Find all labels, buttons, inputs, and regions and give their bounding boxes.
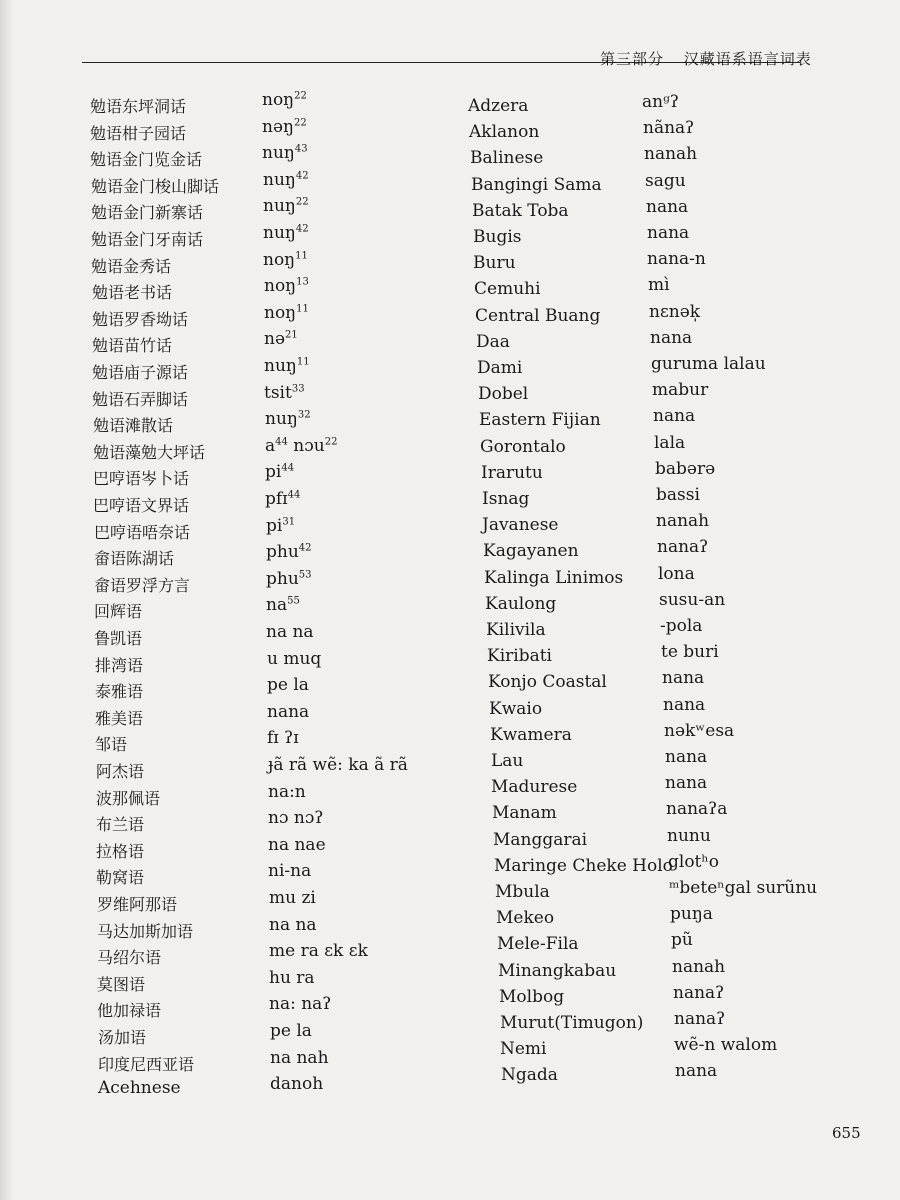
language-name: 勉语老书话 bbox=[92, 283, 173, 303]
language-name: 他加禄语 bbox=[97, 1001, 162, 1021]
language-name: 巴哼语文界话 bbox=[93, 496, 190, 515]
language-name: 布兰语 bbox=[96, 815, 145, 835]
word-form: nanah bbox=[644, 144, 698, 165]
language-name: 勉语藻勉大坪话 bbox=[93, 442, 206, 462]
running-head-part: 第三部分 bbox=[600, 50, 665, 68]
word-form: nɔ nɔʔ bbox=[268, 808, 324, 829]
word-form: nəkʷesa bbox=[664, 720, 735, 741]
word-form: te buri bbox=[661, 642, 719, 663]
word-form: na nah bbox=[270, 1047, 329, 1068]
word-form: nuŋ$^{43}$ bbox=[262, 143, 308, 164]
language-name: Kaulong bbox=[485, 593, 557, 614]
language-name: Lau bbox=[491, 751, 524, 771]
language-name: 拉格语 bbox=[96, 841, 145, 861]
language-name: Nemi bbox=[500, 1039, 547, 1060]
language-name: 勉语金门览金话 bbox=[90, 150, 203, 170]
word-form: anᵍʔ bbox=[642, 92, 679, 112]
language-name: Balinese bbox=[470, 148, 544, 169]
word-form: nana bbox=[675, 1061, 718, 1082]
language-name: Madurese bbox=[491, 777, 578, 798]
word-form: pũ bbox=[671, 930, 693, 951]
language-name: Mele-Fila bbox=[497, 934, 579, 955]
language-name: 勉语石弄脚话 bbox=[92, 389, 189, 409]
running-head bbox=[600, 48, 826, 69]
language-name: Daa bbox=[476, 331, 510, 352]
word-form: $pi^{31}$ bbox=[266, 515, 296, 536]
language-name: 鲁凯语 bbox=[94, 629, 143, 648]
word-form: me ra ɛk ɛk bbox=[269, 941, 368, 962]
word-form: nana bbox=[663, 694, 706, 715]
word-form: glotʰo bbox=[668, 851, 719, 872]
language-name: Murut(Timugon) bbox=[500, 1013, 644, 1033]
language-name: 勉语金门梭山脚话 bbox=[91, 176, 220, 196]
word-form: nana bbox=[653, 406, 696, 427]
language-name: Eastern Fijian bbox=[479, 410, 601, 431]
word-form: nɛnək̩ bbox=[649, 301, 701, 322]
word-form: pfɪ$^{44}$ bbox=[265, 489, 301, 509]
word-form: nãnaʔ bbox=[643, 118, 695, 139]
word-form: nə$^{21}$ bbox=[264, 329, 298, 350]
language-name: 汤加语 bbox=[98, 1028, 147, 1047]
word-form: nuŋ$^{42}$ bbox=[263, 169, 309, 190]
language-name: Minangkabau bbox=[498, 960, 617, 981]
language-name: 勉语东坪洞话 bbox=[90, 97, 187, 116]
language-name: 莫图语 bbox=[97, 974, 146, 994]
language-name: Central Buang bbox=[475, 305, 601, 326]
word-form: nana bbox=[665, 747, 708, 767]
language-name: 勉语柑子园话 bbox=[90, 123, 187, 143]
language-name: 泰雅语 bbox=[95, 682, 144, 702]
language-name: Bangingi Sama bbox=[471, 174, 602, 195]
page-gutter-shadow bbox=[0, 0, 14, 1200]
language-name: 印度尼西亚语 bbox=[98, 1054, 195, 1074]
language-name: 勉语罗香坳话 bbox=[92, 309, 189, 329]
word-form: nəŋ$^{22}$ bbox=[262, 116, 307, 137]
language-name: Dami bbox=[477, 358, 523, 378]
language-name: 畲语罗浮方言 bbox=[94, 575, 191, 595]
word-form: $a^{44}$ nɔu$^{22}$ bbox=[265, 435, 338, 456]
word-form: nana bbox=[267, 701, 310, 722]
language-name: Adzera bbox=[468, 96, 529, 116]
word-form: nanah bbox=[656, 511, 710, 532]
word-form: noŋ$^{13}$ bbox=[264, 276, 309, 297]
word-form: nuŋ$^{32}$ bbox=[265, 409, 311, 430]
word-form: nuŋ$^{11}$ bbox=[264, 356, 310, 376]
word-form: pe la bbox=[270, 1021, 312, 1041]
language-name: Isnag bbox=[482, 489, 530, 509]
word-form: mabur bbox=[652, 380, 709, 401]
language-name: 波那佩语 bbox=[96, 788, 161, 808]
word-form: sagu bbox=[645, 170, 686, 191]
language-name: Mbula bbox=[495, 882, 550, 902]
running-head-title: 汉藏语系语言词表 bbox=[683, 50, 812, 68]
language-name: 邹语 bbox=[95, 735, 128, 755]
header-rule bbox=[82, 62, 800, 63]
word-form: ᵐbeteⁿgal surũnu bbox=[669, 878, 818, 898]
word-form: puŋa bbox=[670, 904, 713, 925]
language-name: 雅美语 bbox=[95, 708, 144, 728]
language-name: Dobel bbox=[478, 384, 529, 405]
word-form: nanah bbox=[672, 956, 726, 977]
word-form: tsit$^{33}$ bbox=[264, 382, 305, 403]
word-form: mu zi bbox=[269, 888, 316, 908]
language-name: 勉语金秀话 bbox=[91, 256, 172, 276]
language-name: 巴哼语唔奈话 bbox=[94, 522, 191, 542]
word-form: bassi bbox=[656, 485, 700, 505]
word-form: nana bbox=[662, 668, 705, 689]
word-form: -pola bbox=[660, 616, 703, 636]
language-name: Mekeo bbox=[496, 908, 555, 929]
word-form: noŋ$^{22}$ bbox=[262, 90, 307, 110]
language-name: Kagayanen bbox=[483, 541, 579, 562]
word-form: na:n bbox=[268, 781, 306, 802]
word-form: hu ra bbox=[269, 967, 315, 988]
language-name: Manam bbox=[492, 803, 557, 824]
word-form: nana bbox=[650, 327, 693, 348]
word-form: babərə bbox=[655, 458, 716, 479]
language-name: 回辉语 bbox=[94, 602, 143, 622]
word-form: noŋ$^{11}$ bbox=[263, 249, 308, 270]
word-form: $pi^{44}$ bbox=[265, 462, 295, 483]
word-form: u muq bbox=[267, 648, 322, 669]
word-form: nanaʔ bbox=[657, 537, 709, 558]
word-form: nana bbox=[647, 223, 690, 243]
word-form: danoh bbox=[270, 1074, 324, 1095]
language-name: Javanese bbox=[482, 515, 559, 536]
language-name: Maringe Cheke Holo bbox=[494, 855, 673, 876]
word-form: nuŋ$^{42}$ bbox=[263, 223, 309, 243]
language-name: Buru bbox=[473, 253, 516, 274]
word-form: $na^{55}$ bbox=[266, 595, 300, 616]
word-form: nanaʔ bbox=[673, 982, 725, 1003]
language-name: Kilivila bbox=[486, 620, 546, 640]
word-form: nana bbox=[646, 196, 689, 217]
language-name: Ngada bbox=[501, 1065, 558, 1086]
language-name: 勉语金门新寨话 bbox=[91, 203, 204, 223]
word-form: na nae bbox=[268, 834, 326, 855]
word-form: wẽ-n walom bbox=[674, 1035, 778, 1056]
language-name: 罗维阿那语 bbox=[97, 895, 178, 914]
language-name: Aklanon bbox=[469, 122, 540, 143]
word-form: ɟã rã wẽ: ka ã rã bbox=[268, 755, 408, 775]
word-form: nana bbox=[665, 773, 708, 794]
language-name: Gorontalo bbox=[480, 436, 566, 457]
word-form: mì bbox=[648, 275, 670, 296]
word-form: na: naʔ bbox=[269, 994, 332, 1015]
word-form: nana-n bbox=[647, 249, 706, 270]
language-name: Manggarai bbox=[493, 829, 588, 850]
word-form: susu-an bbox=[659, 589, 726, 610]
language-name: 勒窝语 bbox=[96, 868, 145, 888]
word-form: lala bbox=[654, 432, 686, 453]
word-form: nuŋ$^{22}$ bbox=[263, 196, 309, 217]
language-name: 马达加斯加语 bbox=[97, 921, 194, 941]
word-form: na na bbox=[269, 914, 317, 935]
word-form: fɪ ʔɪ bbox=[267, 728, 299, 749]
word-form: guruma lalau bbox=[651, 354, 766, 374]
language-name: Cemuhi bbox=[474, 279, 541, 300]
word-form: phu$^{42}$ bbox=[266, 542, 312, 563]
word-form: pe la bbox=[267, 675, 309, 696]
page-number: 655 bbox=[832, 1124, 861, 1142]
word-form: nanaʔ bbox=[674, 1009, 726, 1029]
language-name: Konjo Coastal bbox=[488, 672, 607, 693]
language-name: 勉语金门牙南话 bbox=[91, 230, 204, 249]
language-name: 马绍尔语 bbox=[97, 948, 162, 968]
language-name: Kwamera bbox=[490, 724, 572, 745]
language-name: Acehnese bbox=[98, 1078, 181, 1099]
word-form: na na bbox=[266, 622, 314, 642]
word-form: lona bbox=[658, 563, 695, 584]
language-name: Kiribati bbox=[487, 646, 552, 667]
word-form: nanaʔa bbox=[666, 799, 728, 820]
word-form: phu$^{53}$ bbox=[266, 568, 312, 589]
language-name: 勉语苗竹话 bbox=[92, 336, 173, 356]
language-name: 排湾语 bbox=[95, 655, 144, 675]
language-name: 巴哼语岑卜话 bbox=[93, 469, 190, 489]
language-name: Kwaio bbox=[489, 698, 543, 719]
language-name: 勉语庙子源话 bbox=[92, 363, 189, 382]
language-name: Kalinga Linimos bbox=[484, 567, 624, 588]
language-name: 勉语滩散话 bbox=[93, 416, 174, 436]
language-name: Bugis bbox=[473, 227, 522, 247]
word-form: ni-na bbox=[268, 861, 312, 882]
word-form: noŋ$^{11}$ bbox=[264, 302, 309, 323]
language-name: 畲语陈湖话 bbox=[94, 549, 175, 569]
language-name: 阿杰语 bbox=[96, 762, 145, 781]
word-form: nunu bbox=[667, 825, 711, 846]
language-name: Molbog bbox=[499, 986, 565, 1007]
language-name: Irarutu bbox=[481, 462, 543, 483]
language-name: Batak Toba bbox=[472, 200, 569, 221]
